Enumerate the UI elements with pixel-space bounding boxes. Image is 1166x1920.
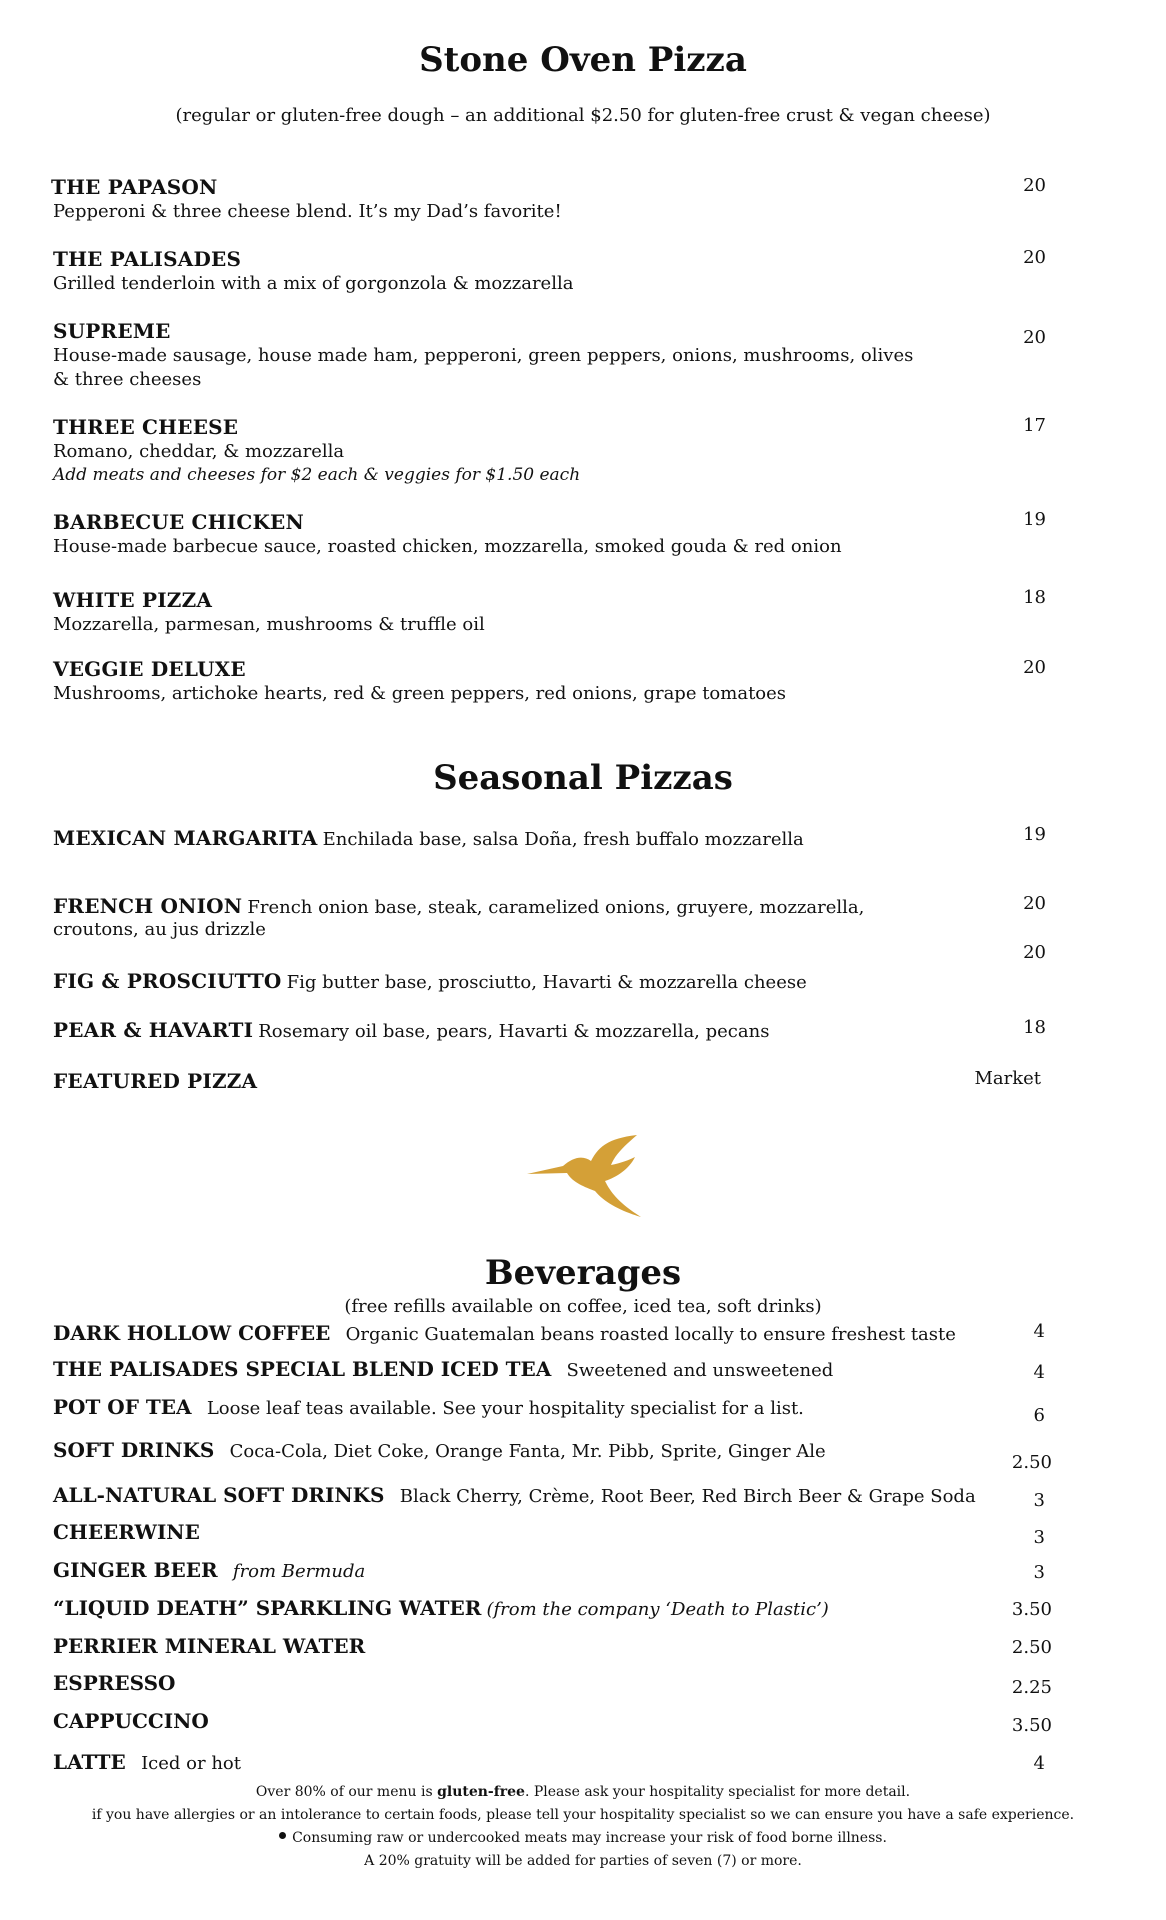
beverage-price: 4 [1033, 1753, 1045, 1774]
menu-item-note: Add meats and cheeses for $2 each & veggies for $1.50 each [53, 465, 581, 485]
beverage-price: 2.50 [1011, 1637, 1052, 1658]
beverage-desc: Sweetened and unsweetened [566, 1360, 834, 1381]
menu-item-desc: Romano, cheddar, & mozzarella [53, 441, 345, 462]
beverage-price: 2.50 [1011, 1452, 1052, 1473]
beverage-desc: Coca-Cola, Diet Coke, Orange Fanta, Mr. Pibb, Sprite, Ginger Ale [229, 1441, 826, 1462]
menu-item-price: 20 [1023, 657, 1046, 678]
menu-item-name: WHITE PIZZA [53, 588, 213, 612]
menu-item-desc: Grilled tenderloin with a mix of gorgonzola & mozzarella [53, 273, 574, 294]
footer-allergy-note: if you have allergies or an intolerance to certain foods, please tell your hospitality specialist so we can ensure you have a safe experience. [91, 1807, 1075, 1823]
menu-item-price: Market [974, 1068, 1041, 1089]
beverage-item [53, 1596, 829, 1620]
menu-item-desc: House-made sausage, house made ham, pepperoni, green peppers, onions, mushrooms, olives [53, 345, 914, 366]
footer-text-bold: gluten-free [437, 1784, 525, 1800]
beverage-price: 2.25 [1011, 1677, 1052, 1698]
beverage-price: 3 [1033, 1562, 1045, 1583]
menu-item-price: 19 [1023, 509, 1046, 530]
beverage-name: CAPPUCCINO [53, 1709, 209, 1733]
menu-item-desc: croutons, au jus drizzle [53, 919, 266, 940]
beverage-name: ALL-NATURAL SOFT DRINKS [53, 1483, 385, 1507]
menu-item-desc: Fig butter base, prosciutto, Havarti & mozzarella cheese [286, 972, 807, 993]
beverage-desc: (from the company ‘Death to Plastic’) [486, 1599, 829, 1620]
menu-item-desc: Rosemary oil base, pears, Havarti & mozzarella, pecans [258, 1021, 770, 1042]
menu-item-name: THREE CHEESE [53, 415, 239, 439]
menu-item-price: 17 [1023, 415, 1046, 436]
beverage-price: 4 [1033, 1362, 1045, 1383]
menu-item-name: SUPREME [53, 319, 171, 343]
menu-item-price: 19 [1023, 824, 1046, 845]
menu-item-name: THE PAPASON [51, 175, 218, 199]
seasonal-item [53, 969, 807, 993]
beverage-item [53, 1395, 804, 1419]
beverage-name: SOFT DRINKS [53, 1438, 215, 1462]
beverage-price: 3 [1033, 1490, 1045, 1511]
beverage-item [53, 1558, 365, 1582]
footer-raw-meat-warning [0, 1830, 1166, 1846]
menu-item-desc: Mushrooms, artichoke hearts, red & green peppers, red onions, grape tomatoes [53, 683, 787, 704]
beverage-price: 3 [1033, 1527, 1045, 1548]
menu-item-price: 18 [1023, 1017, 1046, 1038]
menu-item-name: FIG & PROSCIUTTO [53, 969, 282, 993]
menu-item-price: 20 [1023, 942, 1046, 963]
pizza-title: Stone Oven Pizza [419, 40, 747, 80]
beverage-item [53, 1438, 826, 1462]
seasonal-title: Seasonal Pizzas [433, 758, 733, 798]
beverage-desc: Iced or hot [141, 1753, 241, 1774]
menu-item-name: FRENCH ONION [53, 894, 243, 918]
bullet-icon [279, 1832, 286, 1839]
footer-text: Over 80% of our menu is [255, 1784, 438, 1800]
seasonal-item [53, 1018, 769, 1042]
beverage-name: THE PALISADES SPECIAL BLEND ICED TEA [53, 1357, 552, 1381]
beverage-name: PERRIER MINERAL WATER [53, 1634, 366, 1658]
footer-text: . Please ask your hospitality specialist for more detail. [524, 1784, 911, 1800]
beverage-name: DARK HOLLOW COFFEE [53, 1321, 331, 1345]
hummingbird-icon [525, 1135, 645, 1220]
beverage-item [53, 1483, 976, 1507]
menu-item-desc: House-made barbecue sauce, roasted chicken, mozzarella, smoked gouda & red onion [53, 536, 842, 557]
beverage-name: GINGER BEER [53, 1558, 218, 1582]
menu-item-name: FEATURED PIZZA [53, 1069, 258, 1093]
menu-item-name: BARBECUE CHICKEN [53, 510, 304, 534]
beverage-name: “LIQUID DEATH” SPARKLING WATER [53, 1596, 482, 1620]
menu-item-price: 20 [1023, 247, 1046, 268]
menu-item-price: 20 [1023, 327, 1046, 348]
beverage-price: 6 [1033, 1405, 1045, 1426]
menu-item-desc: Pepperoni & three cheese blend. It’s my Dad’s favorite! [53, 201, 562, 222]
beverage-price: 4 [1033, 1321, 1045, 1342]
menu-item-desc: Mozzarella, parmesan, mushrooms & truffle oil [53, 614, 485, 635]
beverage-item [53, 1750, 241, 1774]
footer-gluten-free-note [0, 1784, 1166, 1800]
menu-item-name: MEXICAN MARGARITA [53, 826, 318, 850]
seasonal-item [53, 894, 864, 918]
beverage-desc: Organic Guatemalan beans roasted locally to ensure freshest taste [345, 1324, 956, 1345]
menu-item-desc: French onion base, steak, caramelized onions, gruyere, mozzarella, [247, 897, 865, 918]
beverage-desc: Loose leaf teas available. See your hospitality specialist for a list. [206, 1398, 804, 1419]
beverages-title: Beverages [484, 1253, 682, 1293]
beverage-item [53, 1321, 956, 1345]
menu-item-desc: & three cheeses [53, 369, 202, 390]
menu-item-price: 20 [1023, 175, 1046, 196]
menu-item-price: 20 [1023, 893, 1046, 914]
menu-item-name: PEAR & HAVARTI [53, 1018, 254, 1042]
beverage-name: POT OF TEA [53, 1395, 192, 1419]
beverage-price: 3.50 [1011, 1599, 1052, 1620]
beverage-desc: from Bermuda [232, 1561, 366, 1582]
beverage-item [53, 1357, 833, 1381]
beverage-desc: Black Cherry, Crème, Root Beer, Red Birch Beer & Grape Soda [399, 1486, 976, 1507]
seasonal-item [53, 826, 804, 850]
menu-item-desc: Enchilada base, salsa Doña, fresh buffalo mozzarella [322, 829, 804, 850]
beverage-price: 3.50 [1011, 1715, 1052, 1736]
beverage-name: LATTE [53, 1750, 126, 1774]
beverage-name: CHEERWINE [53, 1520, 200, 1544]
menu-item-price: 18 [1023, 587, 1046, 608]
footer-gratuity-note: A 20% gratuity will be added for parties of seven (7) or more. [364, 1853, 802, 1869]
footer-text: Consuming raw or undercooked meats may increase your risk of food borne illness. [292, 1830, 887, 1846]
beverage-name: ESPRESSO [53, 1671, 176, 1695]
menu-item-name: THE PALISADES [53, 247, 242, 271]
menu-item-name: VEGGIE DELUXE [53, 657, 246, 681]
pizza-subtitle: (regular or gluten-free dough – an additional $2.50 for gluten-free crust & vegan cheese) [175, 105, 991, 126]
beverages-subtitle: (free refills available on coffee, iced tea, soft drinks) [344, 1296, 822, 1317]
